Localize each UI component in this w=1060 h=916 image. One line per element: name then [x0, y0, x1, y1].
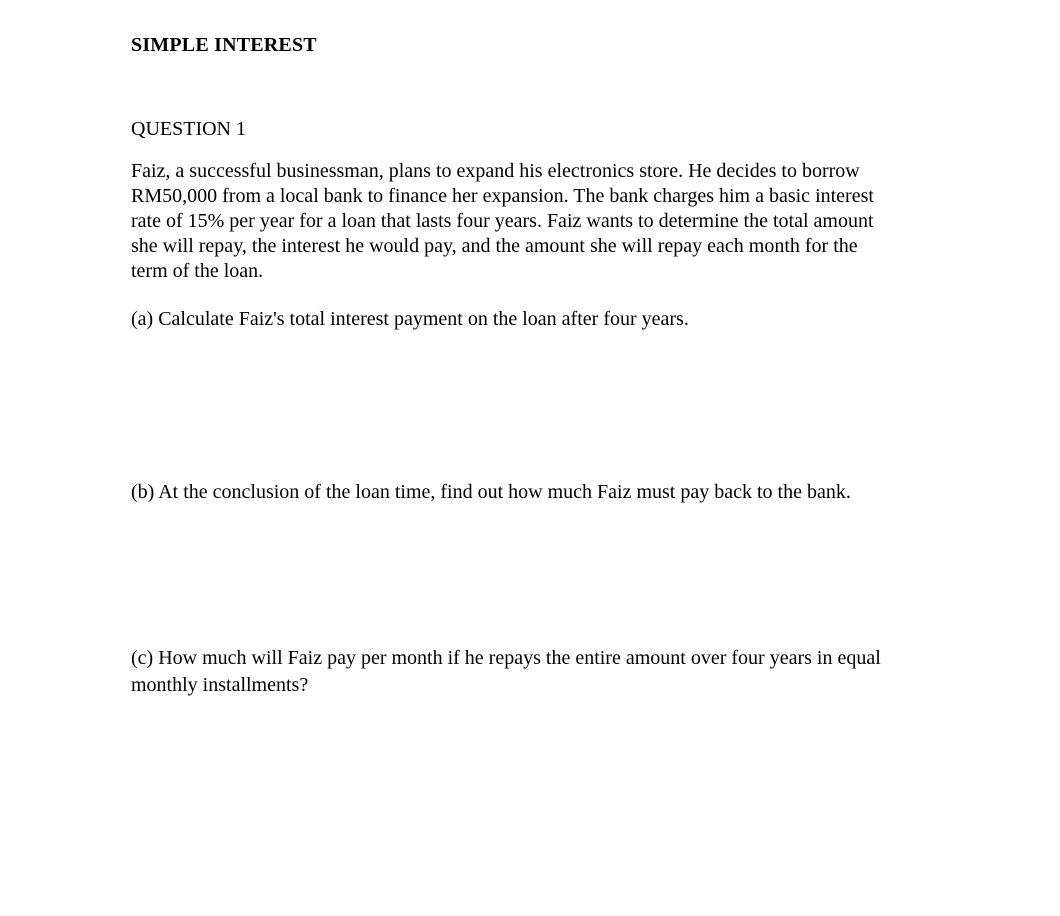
question-part-a: (a) Calculate Faiz's total interest payment on the loan after four years. — [131, 308, 689, 330]
passage-line: term of the loan. — [131, 260, 264, 282]
part-c-line: (c) How much will Faiz pay per month if he repays the entire amount over four years in equal — [131, 647, 881, 669]
passage-line: she will repay, the interest he would pay, and the amount she will repay each month for the — [131, 235, 858, 257]
question-heading: QUESTION 1 — [131, 118, 246, 140]
part-c-line: monthly installments? — [131, 674, 309, 696]
passage-line: rate of 15% per year for a loan that lasts four years. Faiz wants to determine the total amount — [131, 210, 874, 232]
question-passage — [131, 159, 951, 284]
passage-line: Faiz, a successful businessman, plans to expand his electronics store. He decides to borrow — [131, 160, 860, 182]
passage-line: RM50,000 from a local bank to finance her expansion. The bank charges him a basic interest — [131, 185, 874, 207]
question-part-b: (b) At the conclusion of the loan time, find out how much Faiz must pay back to the bank. — [131, 481, 851, 503]
document-title: SIMPLE INTEREST — [131, 34, 317, 56]
question-part-c — [131, 645, 881, 699]
